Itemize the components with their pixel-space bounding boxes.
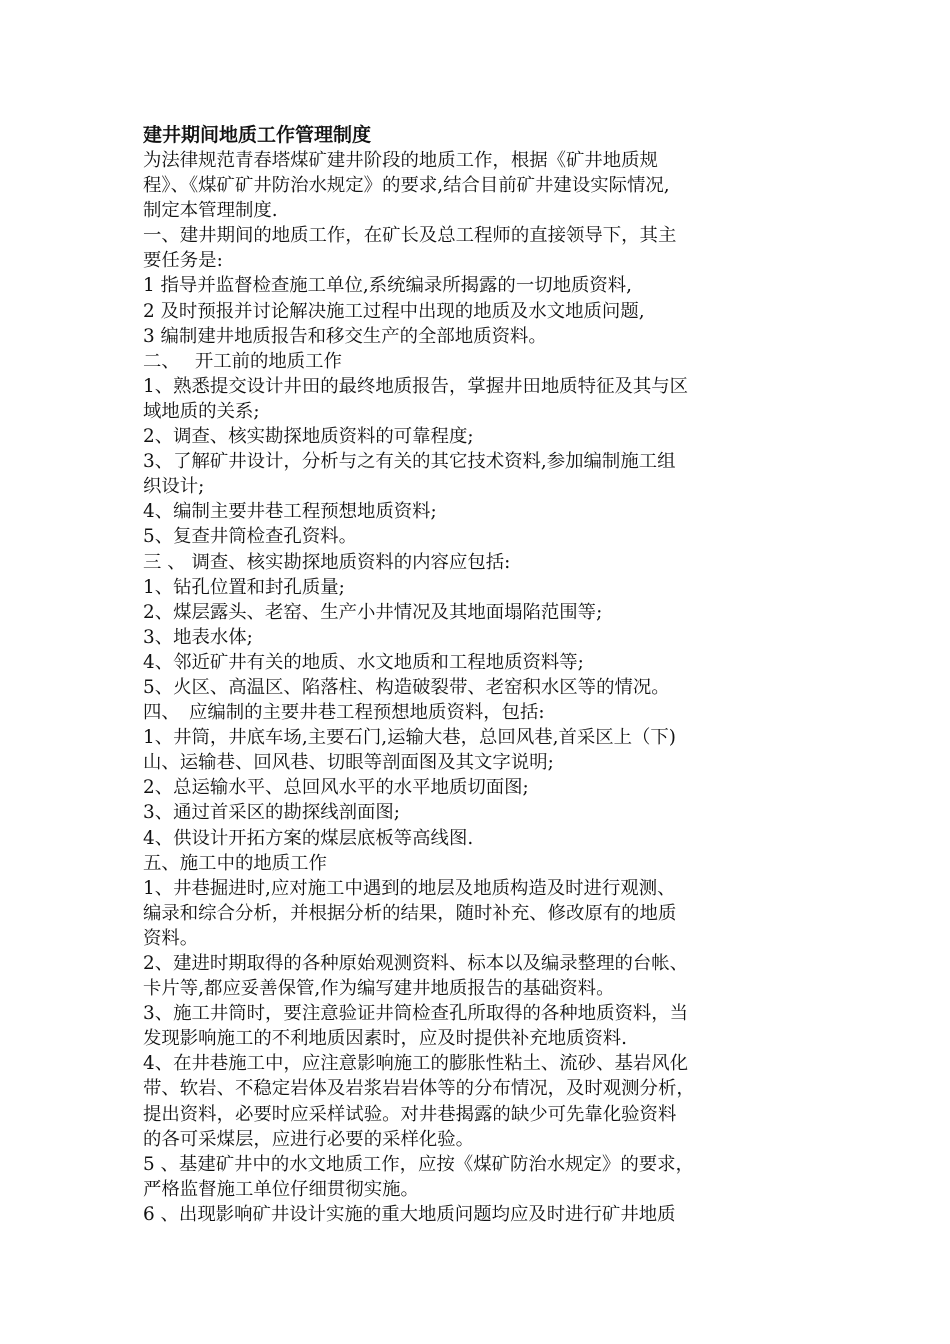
text-line: 的各可采煤层，应进行必要的采样化验。 bbox=[143, 1128, 475, 1150]
text-line: 四、 应编制的主要井巷工程预想地质资料，包括: bbox=[143, 702, 545, 724]
document-page bbox=[143, 122, 813, 1227]
text-line: 1 指导并监督检查施工单位,系统编录所揭露的一切地质资料, bbox=[143, 275, 633, 297]
text-line: 2、建进时期取得的各种原始观测资料、标本以及编录整理的台帐、 bbox=[143, 953, 689, 974]
text-line: 2、煤层露头、老窑、生产小井情况及其地面塌陷范围等; bbox=[143, 601, 603, 623]
text-line: 制定本管理制度. bbox=[143, 200, 278, 222]
text-line: 三 、 调查、核实勘探地质资料的内容应包括: bbox=[143, 551, 511, 573]
text-line: 织设计; bbox=[143, 476, 205, 498]
text-line: 带、软岩、不稳定岩体及岩浆岩岩体等的分布情况，及时观测分析， bbox=[143, 1078, 695, 1100]
text-line: 二、 开工前的地质工作 bbox=[143, 350, 342, 372]
text-line: 为法律规范青春塔煤矿建井阶段的地质工作，根据《矿井地质规 bbox=[143, 150, 658, 171]
text-line: 5、复查井筒检查孔资料。 bbox=[143, 526, 357, 548]
text-line: 资料。 bbox=[143, 927, 199, 949]
text-line: 1、钻孔位置和封孔质量; bbox=[143, 576, 345, 598]
text-line: 3、了解矿井设计，分析与之有关的其它技术资料,参加编制施工组 bbox=[143, 451, 676, 473]
text-line: 1、井巷掘进时,应对施工中遇到的地层及地质构造及时进行观测、 bbox=[143, 877, 676, 899]
text-line: 6 、出现影响矿井设计实施的重大地质问题均应及时进行矿井地质 bbox=[143, 1203, 676, 1225]
text-line: 一、建井期间的地质工作，在矿长及总工程师的直接领导下，其主 bbox=[143, 225, 677, 247]
text-line: 五、施工中的地质工作 bbox=[143, 852, 327, 874]
text-line: 4、在井巷施工中，应注意影响施工的膨胀性粘土、流砂、基岩风化 bbox=[143, 1053, 689, 1075]
text-line: 2 及时预报并讨论解决施工过程中出现的地质及水文地质问题, bbox=[143, 300, 645, 322]
text-line: 卡片等,都应妥善保管,作为编写建井地质报告的基础资料。 bbox=[143, 978, 615, 1000]
text-line: 1、井筒，井底车场,主要石门,运输大巷，总回风巷,首采区上（下) bbox=[143, 727, 676, 749]
text-line: 程》、《煤矿矿井防治水规定》的要求,结合目前矿井建设实际情况, bbox=[143, 175, 670, 197]
text-line: 5 、基建矿井中的水文地质工作，应按《煤矿防治水规定》的要求， bbox=[143, 1153, 694, 1175]
text-line: 2、总运输水平、总回风水平的水平地质切面图; bbox=[143, 777, 529, 799]
text-line: 3、通过首采区的勘探线剖面图; bbox=[143, 802, 400, 824]
text-line: 3、地表水体; bbox=[143, 626, 253, 648]
text-line: 3、施工井筒时，要注意验证井筒检查孔所取得的各种地质资料，当 bbox=[143, 1003, 689, 1025]
document-title: 建井期间地质工作管理制度 bbox=[143, 124, 372, 146]
text-line: 发现影响施工的不利地质因素时，应及时提供补充地质资料. bbox=[143, 1028, 628, 1050]
text-line: 4、供设计开拓方案的煤层底板等高线图. bbox=[143, 827, 474, 849]
text-line: 4、邻近矿井有关的地质、水文地质和工程地质资料等; bbox=[143, 651, 584, 673]
text-line: 2、调查、核实勘探地质资料的可靠程度; bbox=[143, 426, 474, 448]
text-line: 4、编制主要井巷工程预想地质资料; bbox=[143, 501, 437, 523]
text-line: 编录和综合分析，并根据分析的结果，随时补充、修改原有的地质 bbox=[143, 902, 677, 924]
document-body bbox=[143, 148, 813, 1227]
text-line: 域地质的关系; bbox=[143, 400, 260, 422]
text-line: 严格监督施工单位仔细贯彻实施。 bbox=[143, 1178, 419, 1200]
text-line: 提出资料，必要时应采样试验。对井巷揭露的缺少可先靠化验资料 bbox=[143, 1103, 677, 1125]
text-line: 5、火区、高温区、陷落柱、构造破裂带、老窑积水区等的情况。 bbox=[143, 676, 670, 698]
text-line: 3 编制建井地质报告和移交生产的全部地质资料。 bbox=[143, 325, 547, 347]
text-line: 要任务是: bbox=[143, 250, 223, 272]
text-line: 山、运输巷、回风巷、切眼等剖面图及其文字说明; bbox=[143, 752, 554, 774]
text-line: 1、熟悉提交设计井田的最终地质报告，掌握井田地质特征及其与区 bbox=[143, 375, 689, 397]
